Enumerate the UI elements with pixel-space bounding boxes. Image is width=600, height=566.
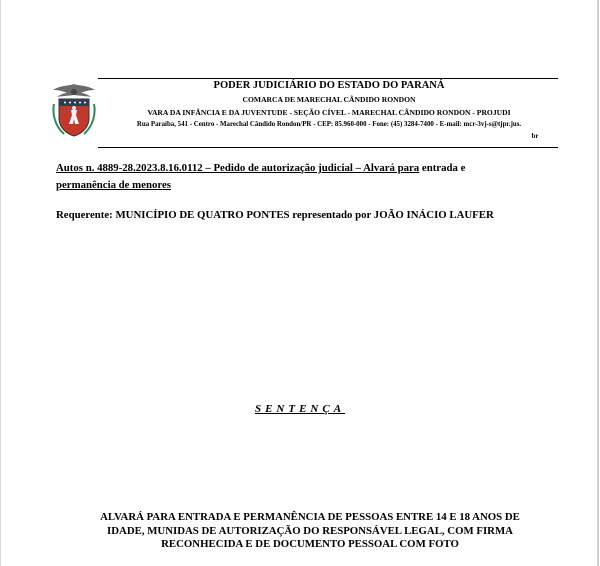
case-title-continuation: entrada e bbox=[419, 162, 466, 174]
alvara-title-line: IDADE, MUNIDAS DE AUTORIZAÇÃO DO RESPONSÁVEL LEGAL, COM FIRMA bbox=[107, 524, 513, 537]
case-reference bbox=[56, 160, 560, 194]
header-rule-bottom bbox=[98, 147, 558, 148]
parana-coat-of-arms-icon bbox=[51, 82, 97, 138]
header-court-name: PODER JUDICIÁRIO DO ESTADO DO PARANÁ bbox=[213, 80, 445, 91]
alvara-title bbox=[40, 511, 580, 552]
header-district: COMARCA DE MARECHAL CÂNDIDO RONDON bbox=[242, 95, 416, 104]
header-court-division: VARA DA INFÂNCIA E DA JUVENTUDE - SEÇÃO CÍVEL - MARECHAL CÂNDIDO RONDON - PROJUDI bbox=[147, 108, 511, 117]
page-border-right bbox=[597, 0, 599, 566]
header-address-continuation: br bbox=[531, 133, 539, 140]
alvara-title-line: ALVARÁ PARA ENTRADA E PERMANÊNCIA DE PESSOAS ENTRE 14 E 18 ANOS DE bbox=[100, 511, 520, 523]
page-border-left bbox=[0, 0, 1, 566]
case-number-title: Autos n. 4889-28.2023.8.16.0112 – Pedido de autorização judicial – Alvará para bbox=[56, 162, 420, 174]
sentenca-heading: SENTENÇA bbox=[254, 403, 346, 415]
alvara-title-line: RECONHECIDA E DE DOCUMENTO PESSOAL COM FOTO bbox=[161, 538, 459, 550]
case-title-line2: permanência de menores bbox=[56, 179, 171, 191]
requerente-line: Requerente: MUNICÍPIO DE QUATRO PONTES representado por JOÃO INÁCIO LAUFER bbox=[56, 209, 494, 221]
header-address: Rua Paraíba, 541 - Centro - Marechal Cândido Rondon/PR - CEP: 85.960-000 - Fone: (45) 3284-7400 - E-mail: mcr-3vj-s@tjpr.jus. bbox=[136, 121, 522, 128]
header-rule-top bbox=[98, 78, 558, 79]
